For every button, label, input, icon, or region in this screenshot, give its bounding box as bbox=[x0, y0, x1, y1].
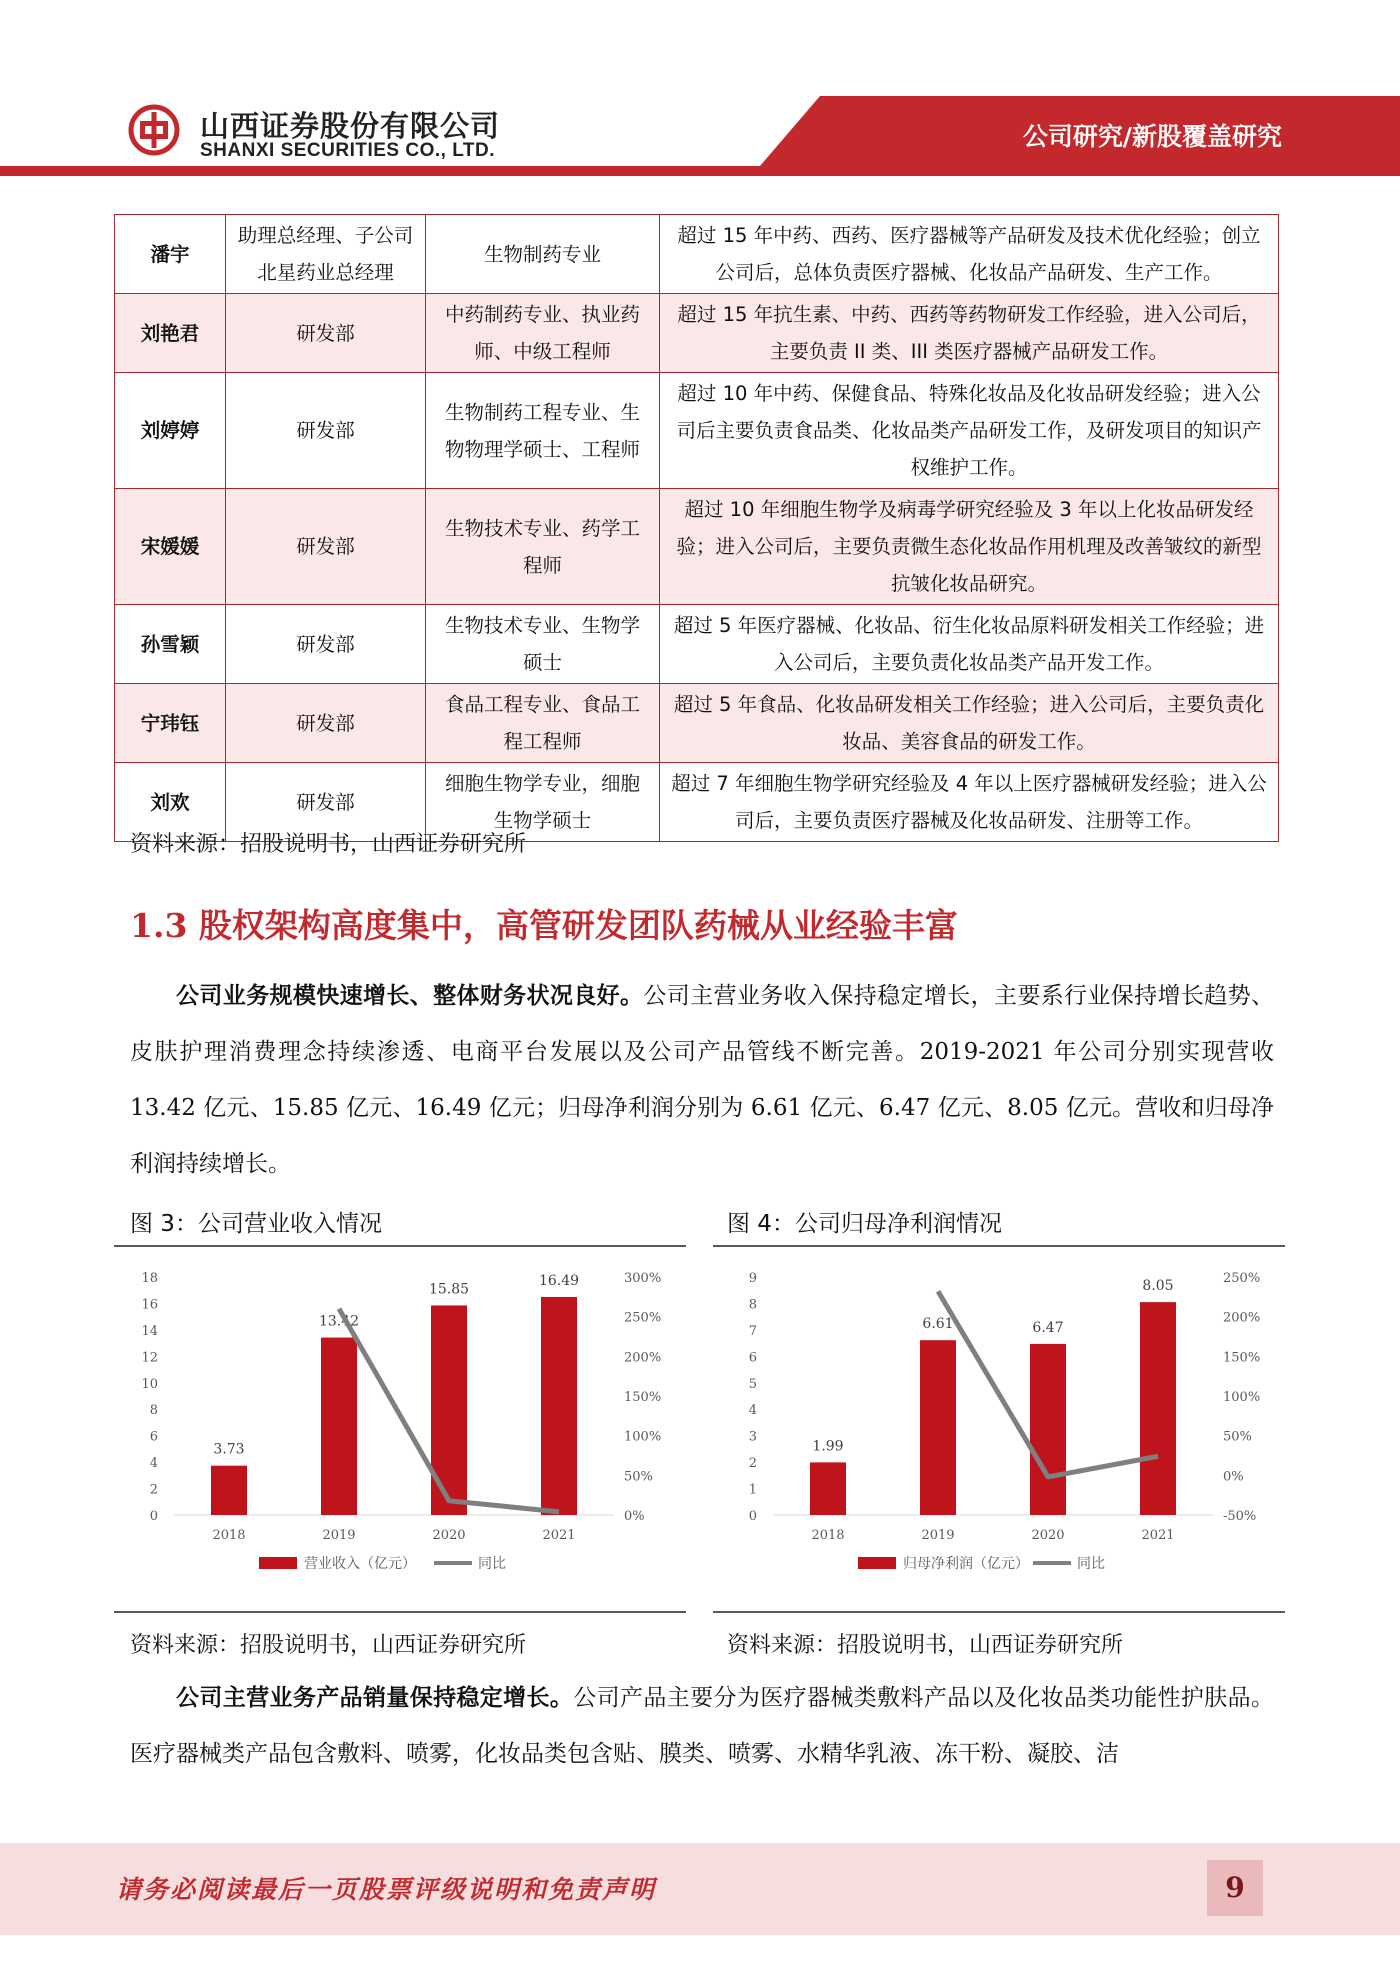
y-left-tick-label: 9 bbox=[748, 1271, 757, 1286]
footer-disclaimer: 请务必阅读最后一页股票评级说明和免责声明 bbox=[116, 1875, 657, 1904]
name-cell: 孙雪颖 bbox=[115, 605, 226, 684]
x-tick-label-2018: 2018 bbox=[811, 1528, 845, 1543]
bar-2020 bbox=[1030, 1344, 1066, 1515]
paragraph-financials-body: 公司主营业务收入保持稳定增长，主要系行业保持增长趋势、皮肤护理消费理念持续渗透、电商平台发展以及公司产品管线不断完善。2019-2021 年公司分别实现营收 13.42 亿元、15.85 亿元、16.49 亿元；归母净利润分别为 6.61 亿元、6.47 亿元、8.05 亿元。营收和归母净利润持续增长。 bbox=[130, 983, 1275, 1177]
bar-2021 bbox=[541, 1297, 577, 1515]
bar-2019 bbox=[920, 1340, 956, 1515]
data-label-2021: 16.49 bbox=[538, 1272, 580, 1289]
name-cell: 刘婷婷 bbox=[115, 373, 226, 489]
y-right-tick-label: 300% bbox=[624, 1271, 662, 1286]
table-row bbox=[115, 215, 1279, 294]
legend-line-label: 同比 bbox=[478, 1556, 506, 1572]
company-logo-icon bbox=[128, 104, 180, 156]
data-label-2020: 6.47 bbox=[1032, 1319, 1064, 1336]
experience-cell: 超过 15 年抗生素、中药、西药等药物研发工作经验，进入公司后，主要负责 II 类、III 类医疗器械产品研发工作。 bbox=[660, 294, 1279, 373]
data-label-2018: 1.99 bbox=[812, 1438, 844, 1455]
name-cell: 刘艳君 bbox=[115, 294, 226, 373]
bar-2019 bbox=[321, 1338, 357, 1515]
data-label-2019: 6.61 bbox=[922, 1316, 954, 1333]
major-cell: 生物制药工程专业、生物物理学硕士、工程师 bbox=[426, 373, 660, 489]
company-name-en: SHANXI SECURITIES CO., LTD. bbox=[200, 140, 496, 161]
y-right-tick-label: 100% bbox=[1223, 1390, 1261, 1405]
y-right-tick-label: 200% bbox=[1223, 1310, 1261, 1326]
experience-cell: 超过 5 年医疗器械、化妆品、衍生化妆品原料研发相关工作经验；进入公司后，主要负责化妆品类产品开发工作。 bbox=[660, 605, 1279, 684]
y-left-tick-label: 0 bbox=[748, 1509, 757, 1524]
y-right-tick-label: 50% bbox=[1223, 1429, 1252, 1445]
data-label-2019: 13.42 bbox=[318, 1313, 360, 1330]
data-label-2018: 3.73 bbox=[213, 1441, 245, 1458]
paragraph-sales-lead: 公司主营业务产品销量保持稳定增长。 bbox=[176, 1684, 574, 1711]
dept-cell: 研发部 bbox=[226, 763, 426, 842]
dept-cell: 研发部 bbox=[226, 684, 426, 763]
experience-cell: 超过 5 年食品、化妆品研发相关工作经验；进入公司后，主要负责化妆品、美容食品的研发工作。 bbox=[660, 684, 1279, 763]
x-tick-label-2018: 2018 bbox=[212, 1528, 246, 1543]
experience-cell: 超过 10 年中药、保健食品、特殊化妆品及化妆品研发经验；进入公司后主要负责食品类、化妆品类产品研发工作，及研发项目的知识产权维护工作。 bbox=[660, 373, 1279, 489]
name-cell: 潘宇 bbox=[115, 215, 226, 294]
y-left-tick-label: 8 bbox=[149, 1403, 158, 1419]
header-divider bbox=[0, 166, 1400, 176]
y-left-tick-label: 8 bbox=[748, 1297, 757, 1313]
x-tick-label-2021: 2021 bbox=[542, 1528, 576, 1543]
x-tick-label-2020: 2020 bbox=[432, 1528, 466, 1543]
x-tick-label-2020: 2020 bbox=[1031, 1528, 1065, 1543]
dept-cell: 研发部 bbox=[226, 373, 426, 489]
y-left-tick-label: 6 bbox=[748, 1350, 757, 1366]
legend-bar-swatch bbox=[259, 1557, 297, 1569]
table-row bbox=[115, 489, 1279, 605]
rd-team-table bbox=[114, 214, 1279, 842]
y-left-tick-label: 4 bbox=[149, 1456, 158, 1472]
table-row bbox=[115, 684, 1279, 763]
paragraph-sales bbox=[130, 1670, 1274, 1782]
y-left-tick-label: 2 bbox=[748, 1456, 757, 1472]
y-left-tick-label: 5 bbox=[748, 1376, 757, 1392]
y-right-tick-label: 0% bbox=[624, 1509, 645, 1524]
legend-line-label: 同比 bbox=[1077, 1556, 1105, 1572]
table-row bbox=[115, 605, 1279, 684]
net-profit-chart bbox=[713, 1245, 1285, 1615]
y-right-tick-label: 100% bbox=[624, 1429, 662, 1445]
y-left-tick-label: 0 bbox=[149, 1509, 158, 1524]
section-title: 1.3 股权架构高度集中，高管研发团队药械从业经验丰富 bbox=[130, 906, 958, 945]
fig3-source: 资料来源：招股说明书，山西证券研究所 bbox=[130, 1633, 527, 1658]
dept-cell: 研发部 bbox=[226, 489, 426, 605]
y-left-tick-label: 14 bbox=[141, 1323, 158, 1339]
paragraph-financials bbox=[130, 968, 1274, 1192]
x-tick-label-2019: 2019 bbox=[322, 1528, 356, 1543]
fig4-title: 图 4：公司归母净利润情况 bbox=[727, 1211, 1002, 1237]
table-row bbox=[115, 373, 1279, 489]
major-cell: 生物技术专业、药学工程师 bbox=[426, 489, 660, 605]
paragraph-financials-lead: 公司业务规模快速增长、整体财务状况良好。 bbox=[176, 982, 644, 1009]
bar-2018 bbox=[810, 1462, 846, 1515]
y-right-tick-label: 250% bbox=[1223, 1271, 1261, 1286]
table-row bbox=[115, 294, 1279, 373]
revenue-chart bbox=[114, 1245, 686, 1615]
name-cell: 宁玮钰 bbox=[115, 684, 226, 763]
major-cell: 生物制药专业 bbox=[426, 215, 660, 294]
name-cell: 刘欢 bbox=[115, 763, 226, 842]
y-left-tick-label: 16 bbox=[141, 1297, 158, 1313]
page-number: 9 bbox=[1207, 1860, 1263, 1916]
dept-cell: 助理总经理、子公司北星药业总经理 bbox=[226, 215, 426, 294]
bar-2018 bbox=[211, 1466, 247, 1515]
bar-2021 bbox=[1140, 1302, 1176, 1515]
x-tick-label-2021: 2021 bbox=[1141, 1528, 1175, 1543]
y-right-tick-label: 0% bbox=[1223, 1469, 1244, 1485]
data-label-2020: 15.85 bbox=[428, 1281, 470, 1298]
data-label-2021: 8.05 bbox=[1142, 1278, 1174, 1295]
company-name-cn: 山西证券股份有限公司 bbox=[200, 109, 501, 143]
y-left-tick-label: 6 bbox=[149, 1429, 158, 1445]
dept-cell: 研发部 bbox=[226, 605, 426, 684]
legend-bar-swatch bbox=[858, 1557, 896, 1569]
y-left-tick-label: 3 bbox=[748, 1429, 757, 1445]
table-source: 资料来源：招股说明书，山西证券研究所 bbox=[130, 832, 527, 857]
y-left-tick-label: 12 bbox=[141, 1350, 158, 1366]
page-header bbox=[0, 0, 1400, 175]
major-cell: 细胞生物学专业，细胞生物学硕士 bbox=[426, 763, 660, 842]
experience-cell: 超过 7 年细胞生物学研究经验及 4 年以上医疗器械研发经验；进入公司后，主要负责医疗器械及化妆品研发、注册等工作。 bbox=[660, 763, 1279, 842]
experience-cell: 超过 10 年细胞生物学及病毒学研究经验及 3 年以上化妆品研发经验；进入公司后，主要负责微生态化妆品作用机理及改善皱纹的新型抗皱化妆品研究。 bbox=[660, 489, 1279, 605]
y-left-tick-label: 2 bbox=[149, 1482, 158, 1498]
x-tick-label-2019: 2019 bbox=[921, 1528, 955, 1543]
paragraph-sales-body: 公司产品主要分为医疗器械类敷料产品以及化妆品类功能性护肤品。医疗器械类产品包含敷料、喷雾，化妆品类包含贴、膜类、喷雾、水精华乳液、冻干粉、凝胶、洁 bbox=[130, 1685, 1275, 1767]
y-right-tick-label: 150% bbox=[1223, 1350, 1261, 1366]
y-right-tick-label: 50% bbox=[624, 1469, 653, 1485]
dept-cell: 研发部 bbox=[226, 294, 426, 373]
y-right-tick-label: 150% bbox=[624, 1390, 662, 1405]
experience-cell: 超过 15 年中药、西药、医疗器械等产品研发及技术优化经验；创立公司后，总体负责医疗器械、化妆品产品研发、生产工作。 bbox=[660, 215, 1279, 294]
y-right-tick-label: -50% bbox=[1223, 1509, 1257, 1524]
report-category: 公司研究/新股覆盖研究 bbox=[1022, 122, 1282, 151]
y-left-tick-label: 4 bbox=[748, 1403, 757, 1419]
y-right-tick-label: 250% bbox=[624, 1310, 662, 1326]
y-left-tick-label: 10 bbox=[141, 1376, 158, 1392]
name-cell: 宋媛媛 bbox=[115, 489, 226, 605]
y-left-tick-label: 7 bbox=[748, 1323, 757, 1339]
major-cell: 食品工程专业、食品工程工程师 bbox=[426, 684, 660, 763]
y-left-tick-label: 1 bbox=[748, 1482, 757, 1498]
fig4-source: 资料来源：招股说明书，山西证券研究所 bbox=[727, 1633, 1124, 1658]
major-cell: 生物技术专业、生物学硕士 bbox=[426, 605, 660, 684]
legend-bar-label: 营业收入（亿元） bbox=[304, 1556, 416, 1572]
y-right-tick-label: 200% bbox=[624, 1350, 662, 1366]
fig3-title: 图 3：公司营业收入情况 bbox=[130, 1211, 382, 1237]
y-left-tick-label: 18 bbox=[141, 1271, 158, 1286]
legend-bar-label: 归母净利润（亿元） bbox=[903, 1556, 1029, 1572]
major-cell: 中药制药专业、执业药师、中级工程师 bbox=[426, 294, 660, 373]
